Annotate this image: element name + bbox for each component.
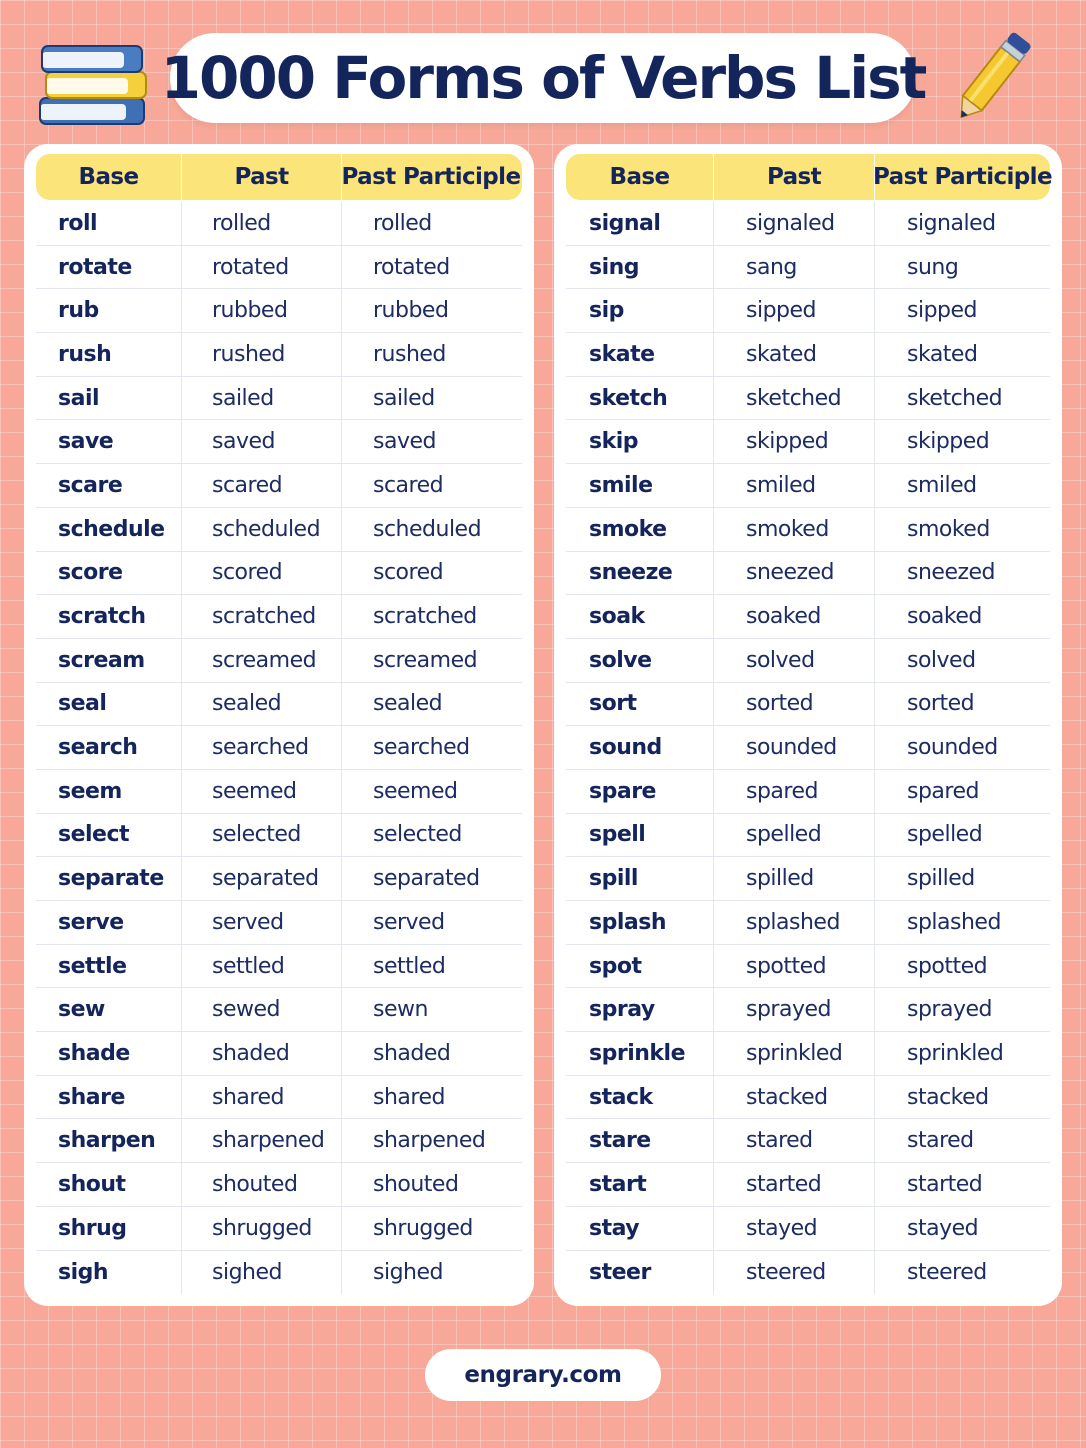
past-participle-form: skated	[907, 341, 978, 367]
past-form: stacked	[714, 1076, 875, 1119]
table-row	[36, 1163, 522, 1207]
past-form: sharpened	[182, 1119, 342, 1162]
table-row	[36, 683, 522, 727]
past-participle-form: steered	[907, 1259, 987, 1285]
base-form: spare	[566, 770, 714, 813]
past-form: shrugged	[182, 1207, 342, 1250]
base-form: scream	[36, 639, 182, 682]
base-form: stare	[566, 1119, 714, 1162]
past-form: seemed	[182, 770, 342, 813]
past-form: steered	[714, 1251, 875, 1295]
past-form: separated	[182, 857, 342, 900]
past-participle-form: rubbed	[373, 298, 449, 324]
base-form: rub	[36, 289, 182, 332]
base-form: spot	[566, 945, 714, 988]
table-row	[566, 1119, 1050, 1163]
past-form: spotted	[714, 945, 875, 988]
past-participle-form: sounded	[907, 735, 998, 761]
base-form: separate	[36, 857, 182, 900]
base-form: seal	[36, 683, 182, 726]
past-form: soaked	[714, 595, 875, 638]
past-form: scared	[182, 464, 342, 507]
base-form: shrug	[36, 1207, 182, 1250]
table-row	[566, 552, 1050, 596]
past-participle-form: sneezed	[907, 560, 996, 586]
table-row	[36, 289, 522, 333]
table-row	[566, 857, 1050, 901]
past-participle-form: rolled	[373, 210, 432, 236]
table-row	[566, 420, 1050, 464]
table-row	[566, 988, 1050, 1032]
past-form: sneezed	[714, 552, 875, 595]
table-row	[566, 202, 1050, 246]
header-past: Past	[182, 154, 342, 200]
table-row	[36, 333, 522, 377]
past-form: signaled	[714, 202, 875, 245]
past-participle-form: saved	[373, 429, 436, 455]
past-form: sipped	[714, 289, 875, 332]
table-row	[36, 988, 522, 1032]
table-row	[36, 814, 522, 858]
header-past-participle: Past Participle	[873, 164, 1052, 190]
past-form: sounded	[714, 726, 875, 769]
base-form: sip	[566, 289, 714, 332]
table-row	[36, 246, 522, 290]
past-participle-form: smoked	[907, 516, 990, 542]
past-participle-form: sorted	[907, 691, 975, 717]
base-form: spray	[566, 988, 714, 1031]
past-participle-form: seemed	[373, 778, 458, 804]
base-form: sigh	[36, 1251, 182, 1295]
past-participle-form: served	[373, 909, 445, 935]
past-form: searched	[182, 726, 342, 769]
base-form: shout	[36, 1163, 182, 1206]
table-row	[36, 1032, 522, 1076]
base-form: save	[36, 420, 182, 463]
base-form: splash	[566, 901, 714, 944]
table-row	[36, 595, 522, 639]
table-row	[566, 246, 1050, 290]
table-row	[566, 683, 1050, 727]
table-row	[566, 945, 1050, 989]
past-form: sprinkled	[714, 1032, 875, 1075]
table-row	[36, 639, 522, 683]
base-form: smoke	[566, 508, 714, 551]
past-form: sighed	[182, 1251, 342, 1295]
base-form: signal	[566, 202, 714, 245]
table-row	[566, 726, 1050, 770]
past-participle-form: solved	[907, 647, 976, 673]
base-form: search	[36, 726, 182, 769]
past-form: sang	[714, 246, 875, 289]
table-row	[36, 857, 522, 901]
past-form: started	[714, 1163, 875, 1206]
past-participle-form: shaded	[373, 1040, 451, 1066]
past-form: spilled	[714, 857, 875, 900]
past-form: stared	[714, 1119, 875, 1162]
past-participle-form: signaled	[907, 210, 996, 236]
base-form: rush	[36, 333, 182, 376]
past-form: scratched	[182, 595, 342, 638]
table-row	[566, 464, 1050, 508]
past-participle-form: spared	[907, 778, 979, 804]
table-row	[566, 1076, 1050, 1120]
past-participle-form: sighed	[373, 1259, 443, 1285]
base-form: roll	[36, 202, 182, 245]
verb-table-right	[554, 144, 1062, 1306]
table-row	[36, 202, 522, 246]
past-participle-form: settled	[373, 953, 446, 979]
base-form: soak	[566, 595, 714, 638]
table-row	[36, 945, 522, 989]
base-form: steer	[566, 1251, 714, 1295]
past-form: stayed	[714, 1207, 875, 1250]
table-row	[36, 420, 522, 464]
past-participle-form: stacked	[907, 1084, 989, 1110]
base-form: seem	[36, 770, 182, 813]
past-form: rotated	[182, 246, 342, 289]
past-participle-form: rushed	[373, 341, 446, 367]
past-form: splashed	[714, 901, 875, 944]
table-body	[36, 202, 522, 1294]
past-participle-form: shared	[373, 1084, 445, 1110]
table-row	[36, 552, 522, 596]
table-row	[36, 508, 522, 552]
past-form: sprayed	[714, 988, 875, 1031]
past-form: shouted	[182, 1163, 342, 1206]
base-form: solve	[566, 639, 714, 682]
past-participle-form: scored	[373, 560, 444, 586]
past-participle-form: spelled	[907, 822, 983, 848]
past-form: served	[182, 901, 342, 944]
past-form: solved	[714, 639, 875, 682]
past-form: shaded	[182, 1032, 342, 1075]
past-participle-form: scared	[373, 472, 444, 498]
past-participle-form: sewn	[373, 997, 428, 1023]
past-participle-form: selected	[373, 822, 462, 848]
base-form: stay	[566, 1207, 714, 1250]
past-form: selected	[182, 814, 342, 857]
books-icon	[34, 38, 152, 130]
site-url: engrary.com	[464, 1362, 622, 1388]
past-form: saved	[182, 420, 342, 463]
base-form: sort	[566, 683, 714, 726]
table-row	[566, 814, 1050, 858]
past-form: sewed	[182, 988, 342, 1031]
table-row	[36, 377, 522, 421]
base-form: sneeze	[566, 552, 714, 595]
past-form: settled	[182, 945, 342, 988]
past-participle-form: sprayed	[907, 997, 992, 1023]
table-header	[566, 154, 1050, 200]
past-participle-form: shouted	[373, 1171, 459, 1197]
base-form: schedule	[36, 508, 182, 551]
base-form: start	[566, 1163, 714, 1206]
past-participle-form: shrugged	[373, 1215, 473, 1241]
base-form: select	[36, 814, 182, 857]
past-form: sealed	[182, 683, 342, 726]
table-header	[36, 154, 522, 200]
base-form: sound	[566, 726, 714, 769]
base-form: share	[36, 1076, 182, 1119]
past-participle-form: sprinkled	[907, 1040, 1004, 1066]
table-row	[566, 639, 1050, 683]
base-form: sail	[36, 377, 182, 420]
table-row	[566, 770, 1050, 814]
past-participle-form: sketched	[907, 385, 1003, 411]
past-form: spared	[714, 770, 875, 813]
base-form: sketch	[566, 377, 714, 420]
past-form: rushed	[182, 333, 342, 376]
base-form: sprinkle	[566, 1032, 714, 1075]
past-participle-form: sharpened	[373, 1128, 486, 1154]
past-form: scored	[182, 552, 342, 595]
table-row	[566, 901, 1050, 945]
past-participle-form: rotated	[373, 254, 450, 280]
past-participle-form: searched	[373, 735, 470, 761]
past-participle-form: separated	[373, 866, 480, 892]
past-participle-form: scratched	[373, 604, 477, 630]
past-participle-form: splashed	[907, 909, 1001, 935]
table-row	[36, 464, 522, 508]
base-form: score	[36, 552, 182, 595]
header-base: Base	[36, 154, 182, 200]
header-past-participle: Past Participle	[341, 164, 521, 190]
past-participle-form: spotted	[907, 953, 988, 979]
past-form: screamed	[182, 639, 342, 682]
table-row	[566, 289, 1050, 333]
past-participle-form: started	[907, 1171, 983, 1197]
title-banner	[160, 33, 926, 123]
table-row	[36, 1251, 522, 1295]
table-body	[566, 202, 1050, 1294]
past-form: skated	[714, 333, 875, 376]
past-participle-form: smiled	[907, 472, 977, 498]
past-participle-form: screamed	[373, 647, 478, 673]
base-form: sharpen	[36, 1119, 182, 1162]
past-participle-form: sailed	[373, 385, 435, 411]
page-title: 1000 Forms of Verbs List	[160, 44, 926, 112]
past-form: scheduled	[182, 508, 342, 551]
past-form: shared	[182, 1076, 342, 1119]
table-row	[36, 1207, 522, 1251]
base-form: spell	[566, 814, 714, 857]
past-participle-form: skipped	[907, 429, 990, 455]
past-form: sorted	[714, 683, 875, 726]
base-form: shade	[36, 1032, 182, 1075]
table-row	[36, 1076, 522, 1120]
table-row	[566, 333, 1050, 377]
base-form: skip	[566, 420, 714, 463]
table-row	[36, 1119, 522, 1163]
table-row	[36, 770, 522, 814]
table-row	[36, 901, 522, 945]
table-row	[566, 1251, 1050, 1295]
base-form: scratch	[36, 595, 182, 638]
past-participle-form: scheduled	[373, 516, 482, 542]
footer-badge	[425, 1349, 661, 1401]
base-form: sew	[36, 988, 182, 1031]
base-form: scare	[36, 464, 182, 507]
base-form: stack	[566, 1076, 714, 1119]
past-participle-form: sung	[907, 254, 959, 280]
table-row	[566, 377, 1050, 421]
table-row	[566, 508, 1050, 552]
header-base: Base	[566, 154, 714, 200]
base-form: rotate	[36, 246, 182, 289]
header-past: Past	[714, 154, 875, 200]
base-form: smile	[566, 464, 714, 507]
past-form: spelled	[714, 814, 875, 857]
past-participle-form: stared	[907, 1128, 974, 1154]
base-form: serve	[36, 901, 182, 944]
past-participle-form: sipped	[907, 298, 978, 324]
past-form: smoked	[714, 508, 875, 551]
past-form: smiled	[714, 464, 875, 507]
base-form: settle	[36, 945, 182, 988]
table-row	[36, 726, 522, 770]
base-form: spill	[566, 857, 714, 900]
past-participle-form: stayed	[907, 1215, 979, 1241]
past-form: sailed	[182, 377, 342, 420]
past-form: sketched	[714, 377, 875, 420]
past-participle-form: sealed	[373, 691, 443, 717]
past-participle-form: soaked	[907, 604, 982, 630]
past-form: skipped	[714, 420, 875, 463]
table-row	[566, 1032, 1050, 1076]
past-form: rolled	[182, 202, 342, 245]
table-row	[566, 1163, 1050, 1207]
verb-table-left	[24, 144, 534, 1306]
table-row	[566, 1207, 1050, 1251]
table-row	[566, 595, 1050, 639]
base-form: sing	[566, 246, 714, 289]
base-form: skate	[566, 333, 714, 376]
past-participle-form: spilled	[907, 866, 975, 892]
past-form: rubbed	[182, 289, 342, 332]
pencil-icon	[940, 24, 1050, 124]
